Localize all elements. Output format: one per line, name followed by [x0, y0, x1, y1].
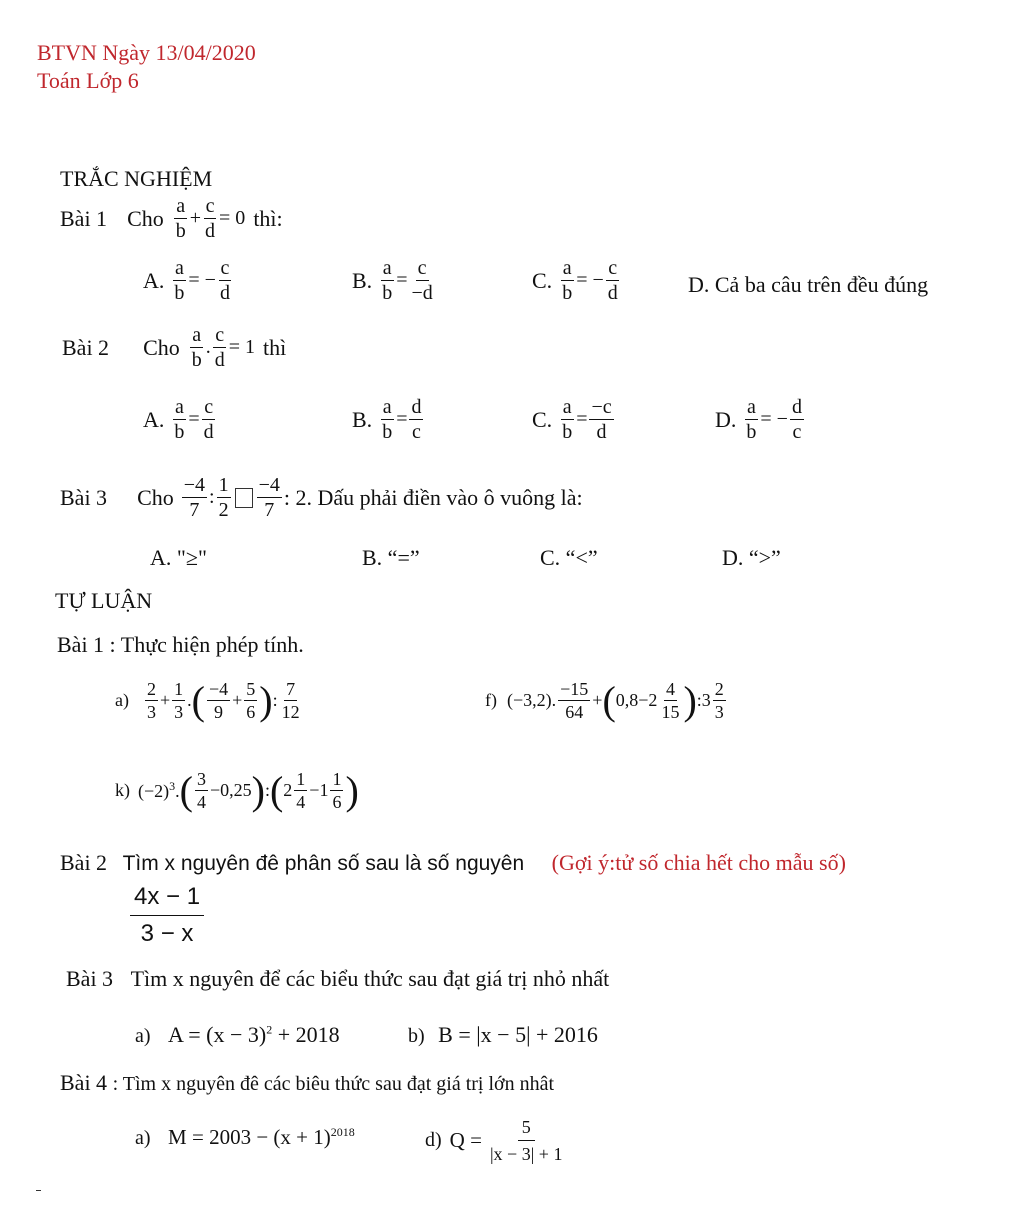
- tl-bai3-question: [66, 966, 609, 992]
- fraction: $\frac{4}{15}$: [661, 679, 680, 722]
- tl-bai4-label: Bài 4: [60, 1070, 108, 1095]
- item-label: a): [135, 1127, 151, 1149]
- fraction: $\frac{a}{b}$: [746, 396, 757, 443]
- tl-bai1-label: Bài 1 : Thực hiện phép tính.: [57, 632, 304, 657]
- text: Cho: [143, 334, 180, 360]
- option-label: D.: [715, 406, 737, 432]
- text: Cho: [137, 484, 174, 510]
- item-label: b): [408, 1025, 425, 1047]
- fraction: $\frac{3}{4}$: [196, 769, 206, 812]
- tn-bai3-option-c: C. “<”: [540, 545, 598, 570]
- op: =: [188, 408, 200, 430]
- fraction: $\frac{c}{d}$: [607, 257, 618, 304]
- tn-bai3-question: Bài 3 Cho $\frac{-4}{7}$ : $\frac{1}{2}$ $\frac{-4}{7}$ : 2. Dấu phải điền vào ô vuông là:: [60, 474, 583, 521]
- fraction: $\frac{c}{d}$: [214, 324, 225, 371]
- item-label: d): [425, 1129, 442, 1151]
- option-label: C.: [532, 267, 553, 293]
- fraction: $\frac{1}{3}$: [174, 679, 184, 722]
- section-title-tl: TỰ LUẬN: [55, 588, 153, 613]
- fraction: $\frac{a}{b}$: [562, 396, 573, 443]
- stray-mark: [36, 1190, 41, 1191]
- tn-bai2-option-d: [715, 397, 806, 442]
- tn-bai2-option-a: [143, 397, 218, 442]
- option-label: A.: [143, 406, 165, 432]
- tn-bai3-option-a: A. "≥": [150, 545, 207, 570]
- fraction: $\frac{c}{d}$: [219, 257, 230, 304]
- fraction: $\frac{1}{2}$: [218, 474, 229, 521]
- expr: $M = 2003 - (x + 1)^{2018}$: [168, 1125, 355, 1149]
- tn-bai2-question: Bài 2 Cho $\frac{a}{b}$ . $\frac{c}{d}$ = 1 thì: [62, 324, 287, 371]
- fraction: $\frac{a}{b}$: [174, 396, 185, 443]
- fraction: $\frac{c}{d}$: [205, 195, 216, 242]
- tn-bai3-label: Bài 3: [60, 484, 108, 510]
- fraction: $\frac{-15}{64}$: [560, 679, 589, 722]
- op: = −: [576, 269, 604, 291]
- fraction: $\frac{5}{6}$: [246, 679, 256, 722]
- tl-bai4-question: [60, 1070, 554, 1096]
- fraction: $\frac{a}{b}$: [175, 195, 186, 242]
- fraction: $\frac{d}{c}$: [791, 396, 802, 443]
- tn-bai3-option-b: B. “=”: [362, 545, 420, 570]
- tn-bai1-option-b: [352, 258, 437, 303]
- expr: Q =: [449, 1128, 482, 1152]
- fraction: $\frac{1}{6}$: [332, 769, 342, 812]
- fraction: $\frac{a}{b}$: [191, 324, 202, 371]
- hint: (Gợi ý:tử số chia hết cho mẫu số): [551, 850, 846, 875]
- tl-bai3-b: [408, 1022, 598, 1048]
- op: =: [576, 408, 588, 430]
- header-date: BTVN Ngày 13/04/2020: [37, 40, 256, 65]
- header-subject: Toán Lớp 6: [37, 68, 139, 93]
- tl-bai1-f: f) (−3,2). $\frac{-15}{64}$ + ( 0,8−2 $\frac{4}{15}$ ) :3 $\frac{2}{3}$: [485, 677, 724, 723]
- text: : 2. Dấu phải điền vào ô vuông là:: [283, 484, 583, 510]
- item-label: f): [485, 690, 497, 710]
- tn-bai1-question: [60, 196, 283, 241]
- blank-box: [235, 488, 253, 508]
- tn-bai2-label: Bài 2: [62, 334, 110, 360]
- section-title-tn: TRẮC NGHIỆM: [60, 166, 213, 191]
- tl-bai2-fraction: $\frac{4x - 1}{3 - x}$: [128, 885, 206, 946]
- fraction: $\frac{2}{3}$: [714, 679, 724, 722]
- op: = −: [188, 269, 216, 291]
- tl-bai4-a: [135, 1124, 355, 1150]
- tl-bai3-label: Bài 3: [66, 966, 114, 991]
- fraction: $\frac{-4}{7}$: [183, 474, 206, 521]
- fraction: $\frac{-4}{9}$: [208, 679, 229, 722]
- tn-bai2-option-c: [532, 397, 616, 442]
- fraction: $\frac{2}{3}$: [146, 679, 156, 722]
- item-label: a): [115, 690, 129, 710]
- tl-bai2-label: Bài 2: [60, 850, 108, 875]
- op: = 0: [219, 207, 246, 229]
- op: = −: [760, 408, 788, 430]
- fraction: $\frac{c}{-d}$: [411, 257, 433, 304]
- tn-bai1-option-d: D. Cả ba câu trên đều đúng: [688, 272, 929, 297]
- item-label: k): [115, 780, 130, 800]
- fraction: $\frac{a}{b}$: [382, 396, 393, 443]
- op: =: [396, 408, 408, 430]
- option-label: A.: [143, 267, 165, 293]
- fraction: $\frac{-4}{7}$: [258, 474, 280, 521]
- op: +: [189, 207, 202, 229]
- option-label: B.: [352, 406, 373, 432]
- tl-bai1-k: k) $(-2)^3$. ( $\frac{3}{4}$ −0,25 ) : ( 2 $\frac{1}{4}$ −1 $\frac{1}{6}$ ): [115, 767, 359, 813]
- expr: $A = (x - 3)^2 + 2018$: [168, 1022, 340, 1047]
- tl-bai3-a: [135, 1022, 340, 1048]
- text: : Tìm x nguyên đê các biêu thức sau đạt giá trị lớn nhât: [112, 1073, 555, 1095]
- op: = 1: [228, 336, 256, 358]
- fraction: $\frac{-c}{d}$: [591, 396, 612, 443]
- fraction: $\frac{a}{b}$: [562, 257, 573, 304]
- expr: B = |x − 5| + 2016: [438, 1022, 598, 1047]
- text: Tìm x nguyên để các biểu thức sau đạt giá trị nhỏ nhất: [130, 966, 610, 991]
- fraction: $\frac{1}{4}$: [296, 769, 306, 812]
- tn-bai1-option-a: [143, 258, 234, 303]
- fraction: $\frac{7}{12}$: [281, 679, 300, 722]
- tn-bai1-option-c: [532, 258, 622, 303]
- op: =: [396, 269, 408, 291]
- text: thì:: [253, 205, 283, 231]
- item-label: a): [135, 1025, 151, 1047]
- tn-bai1-label: Bài 1: [60, 205, 108, 231]
- tl-bai2-question: [60, 850, 846, 876]
- option-label: C.: [532, 406, 553, 432]
- option-label: B.: [352, 267, 373, 293]
- fraction: $\frac{a}{b}$: [382, 257, 393, 304]
- tn-bai3-option-d: D. “>”: [722, 545, 781, 570]
- tn-bai1-cho: Cho: [127, 205, 164, 231]
- fraction: $\frac{a}{b}$: [174, 257, 185, 304]
- tn-bai2-option-b: [352, 397, 425, 442]
- fraction: $\frac{5}{|x - 3| + 1}$: [489, 1117, 563, 1164]
- tl-bai4-d: [425, 1118, 568, 1163]
- text: Tìm x nguyên đê phân số sau là số nguyên: [122, 852, 525, 875]
- tl-bai1-a: a) $\frac{2}{3}$ + $\frac{1}{3}$ . ( $\frac{-4}{9}$ + $\frac{5}{6}$ ) : $\frac{7}{12}$: [115, 677, 300, 723]
- fraction: $\frac{d}{c}$: [411, 396, 422, 443]
- fraction: $\frac{c}{d}$: [203, 396, 214, 443]
- text: thì: [263, 334, 287, 360]
